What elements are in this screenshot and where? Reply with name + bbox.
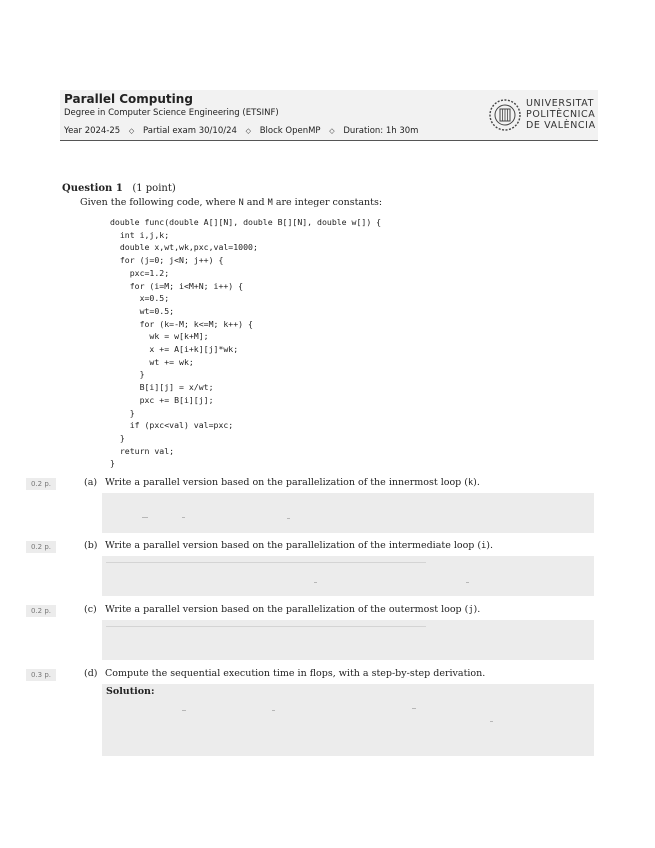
- answer-box-b[interactable]: [102, 556, 594, 596]
- part-text: Write a parallel version based on the parallelization of the intermediate loop (: [105, 540, 482, 551]
- meta-block: Block OpenMP: [259, 126, 321, 136]
- question-number: Question 1: [62, 183, 123, 194]
- part-var: i: [481, 541, 487, 551]
- intro-var-n: N: [238, 198, 244, 208]
- meta-duration: Duration: 1h 30m: [343, 126, 419, 136]
- intro-text: Given the following code, where: [80, 197, 236, 208]
- question-title: [62, 183, 176, 194]
- part-text: Write a parallel version based on the parallelization of the innermost loop (: [105, 477, 468, 488]
- university-name-line: UNIVERSITAT: [526, 98, 595, 109]
- intro-text: are integer constants:: [275, 197, 383, 208]
- part-var: k: [467, 478, 474, 488]
- degree-line: Degree in Computer Science Engineering (ETSINF): [64, 108, 279, 118]
- part-var: j: [468, 605, 474, 615]
- faint-mark: [466, 582, 469, 583]
- faint-mark: [106, 562, 426, 563]
- part-label: (b): [84, 540, 98, 551]
- points-badge: 0.3 p.: [26, 669, 56, 681]
- part-text: Write a parallel version based on the parallelization of the outermost loop (: [105, 604, 469, 615]
- university-name-line: POLITÈCNICA: [526, 109, 596, 120]
- code-listing: double func(double A[][N], double B[][N], double w[]) { int i,j,k; double x,wt,wk,pxc,val=1000; for (j=0; j<N; j++) { pxc=1.2; for (i=M; i<M+N; i++) { x=0.5; wt=0.5; for (k=-M; k<=M; k++) { wk = w[k+M]; x += A[i+k][j]*wk; wt += wk; } B[i][j] = x/wt; pxc += B[i][j]; } if (pxc<val) val=pxc; } return val; }: [110, 217, 382, 469]
- part-label: (d): [84, 668, 98, 679]
- faint-mark: [182, 710, 186, 711]
- part-tail: ).: [486, 540, 493, 551]
- faint-mark: [142, 517, 148, 518]
- answer-box-a[interactable]: [102, 493, 594, 533]
- part-tail: ).: [473, 604, 481, 615]
- part-label: (c): [84, 604, 97, 615]
- intro-var-m: M: [267, 198, 273, 208]
- question-intro: [80, 197, 382, 208]
- solution-label: Solution:: [106, 686, 155, 697]
- part-text: Compute the sequential execution time in flops, with a step-by-step derivation.: [105, 668, 486, 679]
- meta-exam: Partial exam 30/10/24: [143, 126, 237, 136]
- meta-year: Year 2024-25: [64, 126, 121, 136]
- faint-mark: [106, 626, 426, 627]
- part-tail: ).: [473, 477, 480, 488]
- university-seal-icon: [488, 96, 522, 134]
- university-name-line: DE VALÈNCIA: [526, 120, 596, 131]
- points-badge: 0.2 p.: [26, 478, 56, 490]
- faint-mark: [272, 710, 275, 711]
- part-label: (a): [84, 477, 98, 488]
- points-badge: 0.2 p.: [26, 605, 56, 617]
- points-badge: 0.2 p.: [26, 541, 56, 553]
- part-c: [84, 604, 480, 615]
- answer-box-c[interactable]: [102, 620, 594, 660]
- part-b: [84, 540, 493, 551]
- meta-separator: ◇: [329, 127, 335, 135]
- part-a: [84, 477, 480, 488]
- part-d: [84, 668, 485, 679]
- faint-mark: [314, 582, 317, 583]
- faint-mark: [490, 721, 493, 722]
- answer-box-d[interactable]: [102, 684, 594, 756]
- faint-mark: [412, 708, 416, 709]
- exam-meta: [64, 126, 418, 136]
- faint-mark: [287, 518, 290, 519]
- course-title: Parallel Computing: [64, 92, 193, 106]
- faint-mark: [182, 517, 185, 518]
- question-points: (1 point): [132, 183, 176, 194]
- university-name: [526, 98, 596, 131]
- meta-separator: ◇: [128, 127, 135, 135]
- header-rule: [60, 140, 598, 141]
- university-logo: [488, 96, 598, 136]
- intro-text: and: [246, 197, 265, 208]
- meta-separator: ◇: [245, 127, 251, 135]
